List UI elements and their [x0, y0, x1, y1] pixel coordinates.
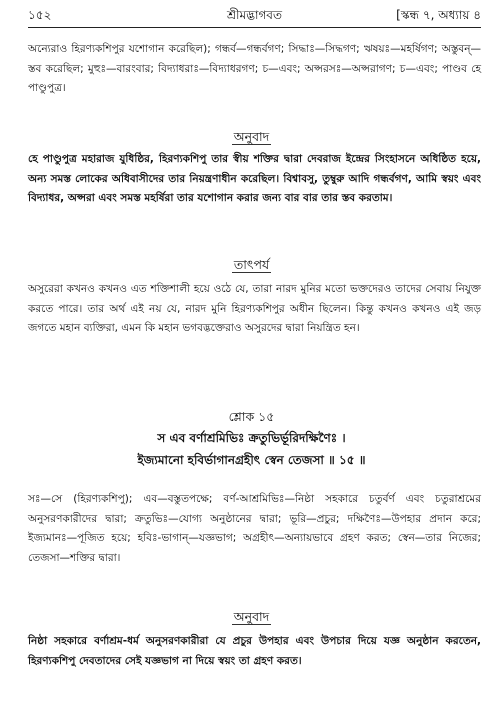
page-header	[28, 4, 481, 26]
verse-line-1: স এব বর্ণাশ্রমিভিঃ ক্রতুভির্ভূরিদক্ষিণৈঃ ।	[157, 431, 346, 445]
chapter-reference: [স্কন্ধ ৭, অধ্যায় ৪	[396, 8, 481, 22]
purport-heading: তাৎপর্য	[233, 257, 270, 272]
translation-heading-2: অনুবাদ	[233, 609, 270, 624]
purport-paragraph: অসুরেরা কখনও কখনও এত শক্তিশালী হয়ে ওঠে যে, তারা নারদ মুনির মতো ভক্তদেরও তাদের সেবায় নিযুক্ত করতে পারে। তার অর্থ এই নয় যে, নারদ মুনি হিরণ্যকশিপুর অধীন ছিলেন। কিন্তু কখনও কখনও এই জড় জগতে মহান ব্যক্তিরা, এমন কি মহান ভগবদ্ভক্তেরাও অসুরদের দ্বারা নিয়ন্ত্রিত হন।	[28, 283, 481, 334]
book-title: শ্রীমদ্ভাগবত	[226, 8, 282, 22]
verse-number: শ্লোক ১৫	[228, 409, 275, 424]
page-number: ১৫২	[28, 8, 52, 22]
translation-paragraph: হে পাণ্ডুপুত্র মহারাজ যুধিষ্ঠির, হিরণ্যকশিপু তার স্বীয় শক্তির দ্বারা দেবরাজ ইন্দ্রের সিংহাসনে অধিষ্ঠিত হয়ে, অন্য সমস্ত লোকের অধিবাসীদের তার নিয়ন্ত্রণাধীন করেছিল। বিশ্বাবসু, তুম্বুরু আদি গন্ধর্বগণ, আমি স্বয়ং এবং বিদ্যাধর, অপ্সরা এবং সমস্ত মহর্ষিরা তার যশোগান করার জন্য বার বার তার স্তব করতাম।	[28, 153, 481, 204]
synonyms-paragraph-verse: সঃ—সে (হিরণ্যকশিপু); এব—বস্তুতপক্ষে; বর্ণ-আশ্রমিভিঃ—নিষ্ঠা সহকারে চতুর্বর্ণ এবং চতুরাশ্রমের অনুসরণকারীদের দ্বারা; ক্রতুভিঃ—যোগ্য অনুষ্ঠানের দ্বারা; ভূরি—প্রচুর; দক্ষিণৈঃ—উপহার প্রদান করে; ইজ্যমানঃ—পূজিত হয়ে; হবিঃ-ভাগান্—যজ্ঞভাগ; অগ্রহীৎ—অন্যায়ভাবে গ্রহণ করত; স্বেন—তার নিজের; তেজসা—শক্তির দ্বারা।	[28, 493, 481, 564]
translation-paragraph-2: নিষ্ঠা সহকারে বর্ণাশ্রম-ধর্ম অনুসরণকারীরা যে প্রচুর উপহার এবং উপচার দিয়ে যজ্ঞ অনুষ্ঠান করতেন, হিরণ্যকশিপু দেবতাদের সেই যজ্ঞভাগ না দিয়ে স্বয়ং তা গ্রহণ করত।	[28, 635, 481, 667]
verse-line-2: ইজ্যমানো হবির্ভাগানগ্রহীৎ স্বেন তেজসা ॥ ১৫ ॥	[137, 453, 366, 467]
synonyms-paragraph-top: অন্যেরাও হিরণ্যকশিপুর যশোগান করেছিল); গন্ধর্ব—গন্ধর্বগণ; সিদ্ধাঃ—সিদ্ধগণ; ঋষয়ঃ—মহর্ষিগণ; অস্তুবন্—স্তব করেছিল; মুহুঃ—বারংবার; বিদ্যাধরাঃ—বিদ্যাধরগণ; চ—এবং; অপ্সরসঃ—অপ্সরাগণ; চ—এবং; পাণ্ডব হে পাণ্ডুপুত্র।	[28, 43, 481, 94]
translation-heading: অনুবাদ	[233, 129, 270, 144]
header-divider	[28, 27, 481, 28]
